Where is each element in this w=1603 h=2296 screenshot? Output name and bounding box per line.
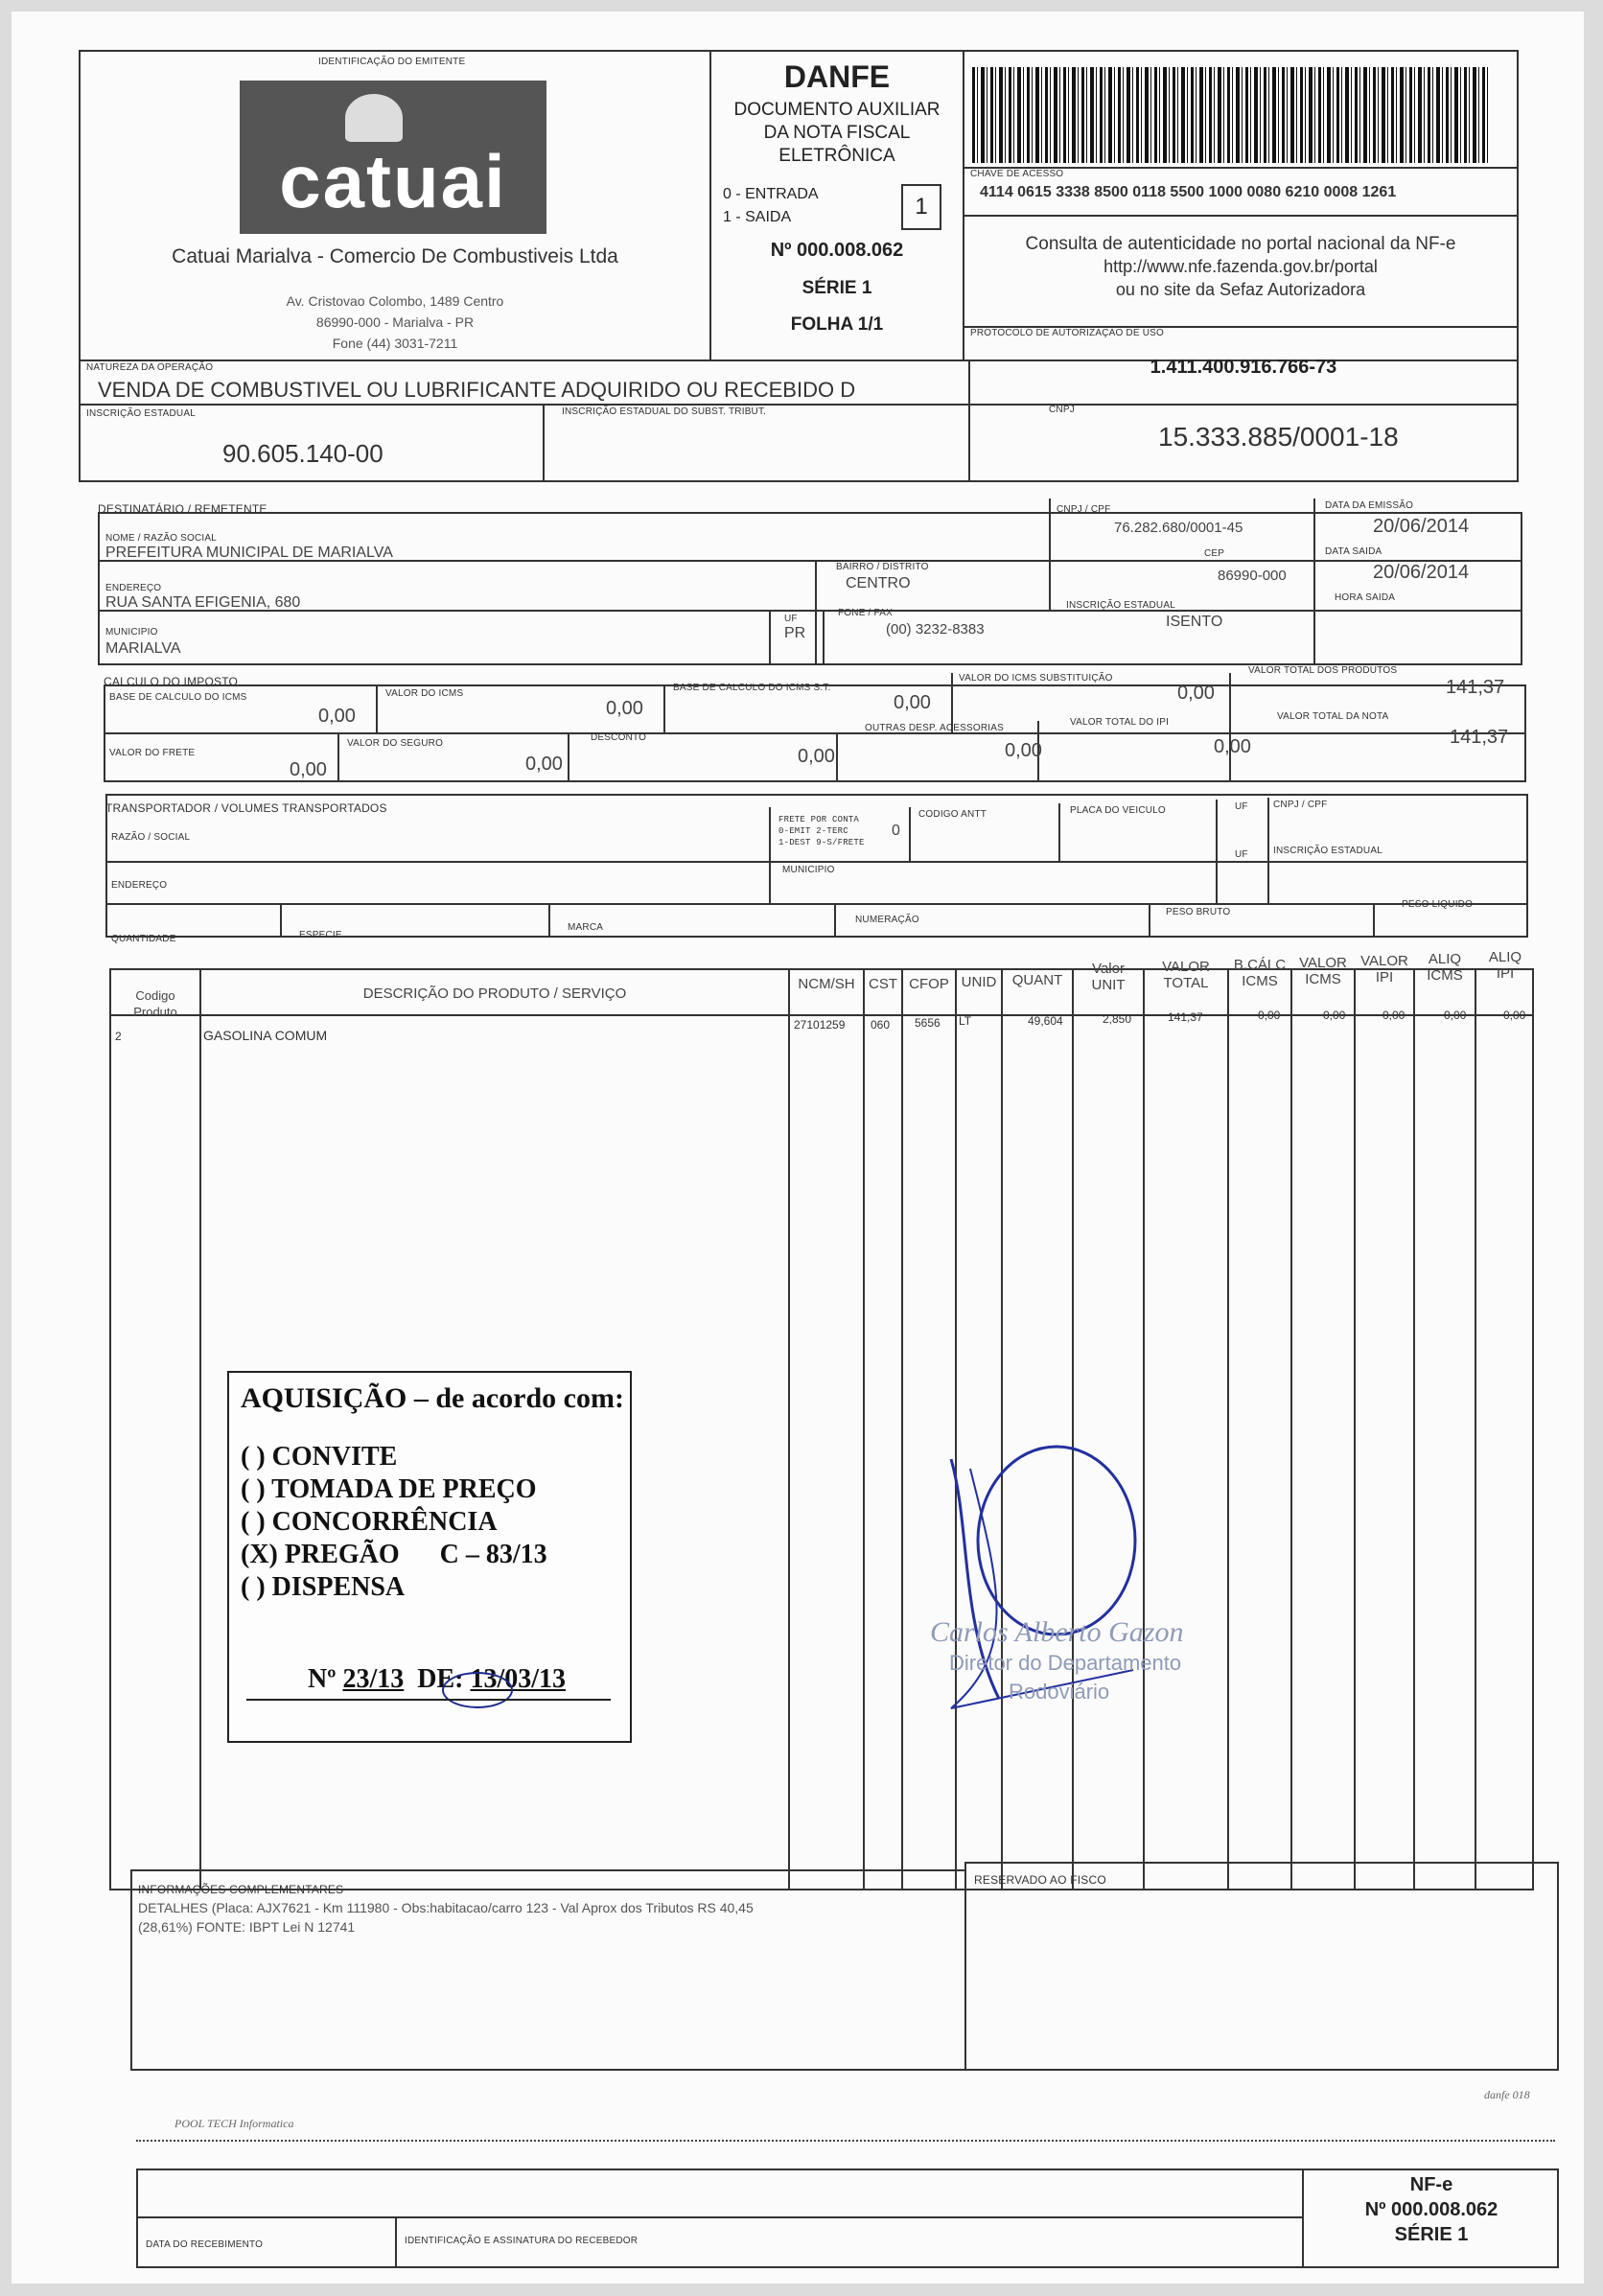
divider: [1149, 903, 1150, 938]
trans-municipio-label: MUNICIPIO: [782, 865, 835, 875]
col-aicms-line2: ICMS: [1427, 967, 1463, 984]
divider: [788, 968, 790, 1890]
frete-conta-value: 0: [892, 823, 900, 839]
col-quant: QUANT: [1011, 972, 1063, 988]
dest-ie: ISENTO: [1166, 614, 1223, 630]
col-codigo: [111, 987, 199, 1020]
stamp-initials-icon: [442, 1672, 513, 1708]
trans-uf2-label: UF: [1235, 849, 1248, 860]
stamp-concorrencia: ( ) CONCORRÊNCIA: [241, 1507, 498, 1537]
divider: [1373, 903, 1375, 938]
row-vunit: 2,850: [1103, 1012, 1132, 1026]
row-descricao: GASOLINA COMUM: [203, 1028, 328, 1043]
divider: [337, 732, 339, 782]
col-vicms: [1292, 955, 1354, 987]
destinatario-box: [98, 512, 1522, 665]
divider: [815, 560, 817, 665]
col-bcalc-line1: B.CÁLC: [1233, 957, 1287, 973]
dest-nome-label: NOME / RAZÃO SOCIAL: [105, 533, 218, 544]
col-vicms-line2: ICMS: [1305, 971, 1341, 987]
frete-conta-line2: 0-EMIT 2-TERC: [778, 826, 848, 836]
total-nota-label: VALOR TOTAL DA NOTA: [1277, 711, 1389, 722]
danfe-folha: FOLHA 1/1: [790, 314, 884, 335]
stamp-convite: ( ) CONVITE: [241, 1442, 398, 1472]
valor-icms: 0,00: [606, 698, 643, 719]
stamp-data: 13/03/13: [470, 1664, 567, 1694]
logo-figure-icon: [345, 94, 403, 142]
divider: [836, 732, 838, 782]
row-aipi: 0,00: [1503, 1009, 1526, 1022]
acquisition-stamp: [227, 1371, 632, 1743]
col-bcalc: [1229, 957, 1290, 989]
seguro: 0,00: [525, 754, 563, 775]
col-bcalc-line2: ICMS: [1242, 973, 1278, 989]
sig-name: Carlos Alberto Gazon: [930, 1616, 1184, 1648]
emitente-phone: Fone (44) 3031-7211: [332, 336, 458, 351]
especie-label: ESPECIE: [299, 930, 342, 940]
valor-st-label: VALOR DO ICMS SUBSTITUIÇÃO: [959, 673, 1113, 684]
base-st-label: BASE DE CALCULO DO ICMS S.T.: [673, 683, 831, 693]
divider: [199, 968, 201, 1890]
col-vunit-line2: UNIT: [1091, 977, 1126, 993]
divider: [109, 1014, 1534, 1016]
col-codigo-line2: Produto: [133, 1005, 177, 1019]
col-unid: UNID: [961, 974, 997, 990]
divider: [823, 610, 825, 665]
footer-software: POOL TECH Informatica: [174, 2117, 294, 2130]
trans-razao-label: RAZÃO / SOCIAL: [111, 832, 191, 843]
antt-label: CODIGO ANTT: [918, 809, 987, 820]
total-prod-label: VALOR TOTAL DOS PRODUTOS: [1248, 665, 1398, 676]
danfe-page: [12, 12, 1584, 2284]
divider: [1072, 968, 1074, 1890]
dest-hora-label: HORA SAIDA: [1335, 592, 1396, 603]
row-cst: 060: [871, 1018, 891, 1032]
col-aipi-line2: IPI: [1496, 965, 1515, 982]
row-codigo: 2: [115, 1030, 122, 1043]
col-vtotal: [1145, 959, 1227, 991]
divider: [376, 684, 378, 732]
dest-data-saida-label: DATA SAIDA: [1325, 546, 1382, 557]
dest-data-emissao-label: DATA DA EMISSÃO: [1325, 500, 1414, 511]
trans-cnpj-label: CNPJ / CPF: [1273, 800, 1328, 810]
dest-data-saida: 20/06/2014: [1373, 562, 1470, 583]
row-aicms: 0,00: [1444, 1009, 1467, 1022]
divider: [105, 861, 1528, 863]
consulta-line1: Consulta de autenticidade no portal nacional da NF-e: [1025, 234, 1456, 254]
trans-uf-label: UF: [1235, 801, 1248, 812]
dest-bairro: CENTRO: [846, 575, 911, 591]
info-label: INFORMAÇÕES COMPLEMENTARES: [138, 1883, 344, 1896]
col-vtotal-line2: TOTAL: [1163, 975, 1209, 991]
base-st: 0,00: [894, 692, 931, 713]
divider: [1267, 798, 1269, 903]
dest-data-emissao: 20/06/2014: [1373, 516, 1470, 537]
consulta-line3: ou no site da Sefaz Autorizadora: [1115, 280, 1366, 299]
barcode-icon: [972, 67, 1490, 163]
stamp-pregao: (X) PREGÃO C – 83/13: [241, 1540, 547, 1569]
row-vtotal: 141,37: [1168, 1010, 1203, 1024]
divider: [395, 2216, 397, 2268]
stamp-numero: 23/13: [342, 1664, 405, 1694]
footer-version: danfe 018: [1484, 2088, 1530, 2101]
ie-label: INSCRIÇÃO ESTADUAL: [86, 408, 196, 419]
stamp-signature-line: [246, 1699, 611, 1701]
danfe-numero: Nº 000.008.062: [770, 240, 904, 261]
divider: [955, 968, 957, 1890]
info-line1: DETALHES (Placa: AJX7621 - Km 111980 - Obs:habitacao/carro 123 - Val Aprox dos Tributos RS 40,45: [138, 1900, 754, 1915]
dest-uf-label: UF: [784, 614, 798, 624]
divider: [1001, 968, 1003, 1890]
divider: [280, 903, 282, 938]
ipi: 0,00: [1214, 736, 1251, 757]
danfe-tipo-box: 1: [901, 184, 941, 230]
quantidade-label: QUANTIDADE: [111, 934, 176, 944]
divider: [1216, 800, 1218, 903]
divider: [863, 968, 865, 1890]
desconto: 0,00: [798, 746, 835, 767]
divider: [136, 2216, 1304, 2218]
stamp-title: AQUISIÇÃO – de acordo com:: [241, 1382, 624, 1414]
col-aicms: [1415, 951, 1475, 984]
divider: [963, 215, 1519, 217]
divider: [1227, 968, 1229, 1890]
base-icms: 0,00: [318, 706, 356, 727]
ie-st-label: INSCRIÇÃO ESTADUAL DO SUBST. TRIBUT.: [562, 406, 767, 417]
emitente-label: IDENTIFICAÇÃO DO EMITENTE: [318, 57, 466, 67]
row-ncm: 27101259: [794, 1018, 846, 1032]
cnpj-label: CNPJ: [1049, 405, 1075, 415]
chave-value: 4114 0615 3338 8500 0118 5500 1000 0080 6210 0008 1261: [980, 184, 1397, 200]
col-aipi: [1476, 949, 1534, 982]
total-prod: 141,37: [1446, 677, 1505, 698]
dest-cep: 86990-000: [1218, 568, 1287, 584]
frete-conta-line1: FRETE POR CONTA: [778, 815, 860, 824]
trans-endereco-label: ENDEREÇO: [111, 880, 168, 891]
divider: [1049, 499, 1051, 610]
trans-ie-label: INSCRIÇÃO ESTADUAL: [1273, 846, 1382, 856]
logo-text: catuai: [279, 139, 507, 223]
dest-municipio: MARIALVA: [105, 640, 181, 657]
sig-role2: Rodoviário: [1009, 1680, 1110, 1704]
col-vtotal-line1: VALOR: [1162, 959, 1210, 975]
divider: [1229, 673, 1231, 782]
total-nota: 141,37: [1450, 727, 1509, 748]
fisco-label: RESERVADO AO FISCO: [974, 1873, 1106, 1887]
divider: [568, 732, 569, 782]
protocolo-label: PROTOCOLO DE AUTORIZAÇÃO DE USO: [970, 328, 1164, 338]
divider: [769, 610, 771, 665]
stamp-numero-line: [267, 1634, 566, 1726]
divider: [1354, 968, 1356, 1890]
danfe-title: DANFE: [783, 59, 891, 94]
peso-bruto-label: PESO BRUTO: [1166, 907, 1231, 917]
fisco-box: [964, 1862, 1559, 2071]
numeracao-label: NUMERAÇÃO: [855, 915, 919, 925]
divider: [769, 807, 771, 903]
divider: [834, 903, 836, 938]
danfe-sub2: DA NOTA FISCAL: [763, 123, 911, 143]
row-quant: 49,604: [1028, 1014, 1063, 1028]
ipi-label: VALOR TOTAL DO IPI: [1070, 717, 1170, 728]
danfe-sub3: ELETRÔNICA: [778, 146, 895, 166]
peso-liquido-label: PESO LIQUIDO: [1402, 899, 1474, 910]
danfe-saida: 1 - SAIDA: [723, 209, 792, 225]
frete: 0,00: [290, 759, 327, 780]
divider: [901, 968, 903, 1890]
dest-cnpj: 76.282.680/0001-45: [1114, 520, 1243, 536]
stamp-numero-prefix: Nº: [308, 1664, 343, 1694]
natureza-label: NATUREZA DA OPERAÇÃO: [86, 362, 214, 373]
divider: [1313, 499, 1315, 665]
col-cfop: CFOP: [909, 976, 949, 992]
col-vipi-line1: VALOR: [1360, 953, 1408, 969]
row-bcalc: 0,00: [1258, 1009, 1281, 1022]
divider: [1290, 968, 1292, 1890]
placa-label: PLACA DO VEICULO: [1070, 805, 1166, 816]
col-aipi-line1: ALIQ: [1488, 949, 1522, 965]
dest-fone-label: FONE / FAX: [838, 608, 894, 618]
divider: [105, 903, 1528, 905]
col-vicms-line1: VALOR: [1299, 955, 1347, 971]
base-icms-label: BASE DE CALCULO DO ICMS: [109, 692, 247, 703]
destinatario-label: DESTINATÁRIO / REMETENTE: [98, 502, 267, 516]
dest-endereco-label: ENDEREÇO: [105, 583, 162, 593]
dest-ie-label: INSCRIÇÃO ESTADUAL: [1066, 600, 1175, 611]
outras: 0,00: [1005, 740, 1042, 761]
col-descricao: DESCRIÇÃO DO PRODUTO / SERVIÇO: [362, 986, 627, 1002]
divider: [1413, 968, 1415, 1890]
dest-cnpj-label: CNPJ / CPF: [1057, 504, 1111, 515]
emitente-name: Catuai Marialva - Comercio De Combustiveis Ltda: [172, 245, 618, 267]
col-vipi: [1356, 953, 1413, 986]
stamp-tomada: ( ) TOMADA DE PREÇO: [241, 1474, 537, 1504]
dest-bairro-label: BAIRRO / DISTRITO: [836, 562, 929, 572]
row-vipi: 0,00: [1382, 1009, 1406, 1022]
chave-label: CHAVE DE ACESSO: [970, 169, 1064, 179]
stamp-dispensa: ( ) DISPENSA: [241, 1572, 406, 1602]
data-recebimento-label: DATA DO RECEBIMENTO: [146, 2239, 264, 2250]
stamp-de-prefix: DE:: [404, 1664, 471, 1694]
danfe-sub1: DOCUMENTO AUXILIAR: [733, 100, 941, 120]
frete-conta-line3: 1-DEST 9-S/FRETE: [778, 838, 865, 847]
dest-fone: (00) 3232-8383: [886, 621, 985, 638]
imposto-label: CALCULO DO IMPOSTO: [104, 675, 239, 688]
sig-role1: Diretor do Departamento: [949, 1651, 1182, 1675]
valor-icms-label: VALOR DO ICMS: [385, 688, 464, 699]
emitente-cep-city: 86990-000 - Marialva - PR: [315, 314, 475, 330]
divider: [909, 807, 911, 861]
col-cst: CST: [869, 976, 897, 992]
dest-municipio-label: MUNICIPIO: [105, 627, 158, 638]
dest-uf: PR: [784, 625, 806, 641]
transportador-label: TRANSPORTADOR / VOLUMES TRANSPORTADOS: [105, 801, 387, 815]
row-cfop: 5656: [915, 1016, 941, 1030]
divider: [548, 903, 550, 938]
divider: [1475, 968, 1476, 1890]
danfe-serie: SÉRIE 1: [802, 278, 872, 298]
marca-label: MARCA: [568, 922, 604, 933]
emitente-address: Av. Cristovao Colombo, 1489 Centro: [286, 293, 504, 309]
divider: [1058, 803, 1060, 861]
footer-numero: Nº 000.008.062: [1364, 2199, 1498, 2220]
divider: [98, 610, 1522, 612]
outras-label: OUTRAS DESP. ACESSORIAS: [865, 723, 1005, 733]
col-vipi-line2: IPI: [1375, 969, 1394, 986]
dest-endereco: RUA SANTA EFIGENIA, 680: [105, 594, 301, 611]
assinatura-label: IDENTIFICAÇÃO E ASSINATURA DO RECEBEDOR: [405, 2236, 639, 2246]
company-logo: [240, 81, 546, 234]
danfe-entrada: 0 - ENTRADA: [723, 186, 819, 202]
divider: [663, 684, 665, 732]
dest-nome: PREFEITURA MUNICIPAL DE MARIALVA: [105, 545, 393, 561]
desconto-label: DESCONTO: [591, 732, 647, 743]
col-ncm: NCM/SH: [798, 976, 855, 992]
protocolo-value: 1.411.400.916.766-73: [1150, 357, 1337, 378]
seguro-label: VALOR DO SEGURO: [347, 738, 444, 749]
row-vicms: 0,00: [1323, 1009, 1346, 1022]
divider: [104, 732, 1526, 734]
divider: [1143, 968, 1145, 1890]
valor-st: 0,00: [1177, 683, 1215, 704]
dest-cep-label: CEP: [1204, 548, 1225, 559]
col-aicms-line1: ALIQ: [1428, 951, 1462, 967]
footer-nfe: NF-e: [1409, 2174, 1453, 2195]
natureza-value: VENDA DE COMBUSTIVEL OU LUBRIFICANTE ADQUIRIDO OU RECEBIDO D: [98, 378, 856, 402]
col-codigo-line1: Codigo: [135, 988, 175, 1003]
footer-serie: SÉRIE 1: [1394, 2224, 1469, 2245]
cut-line: [136, 2140, 1555, 2142]
col-vunit-line1: Valor: [1092, 961, 1125, 977]
row-unid: LT: [959, 1014, 972, 1028]
frete-label: VALOR DO FRETE: [109, 748, 196, 758]
ie-value: 90.605.140-00: [222, 439, 383, 468]
consulta-line2: http://www.nfe.fazenda.gov.br/portal: [1104, 257, 1378, 276]
info-line2: (28,61%) FONTE: IBPT Lei N 12741: [138, 1919, 356, 1935]
col-vunit: [1074, 961, 1143, 993]
cnpj-value: 15.333.885/0001-18: [1158, 422, 1399, 452]
